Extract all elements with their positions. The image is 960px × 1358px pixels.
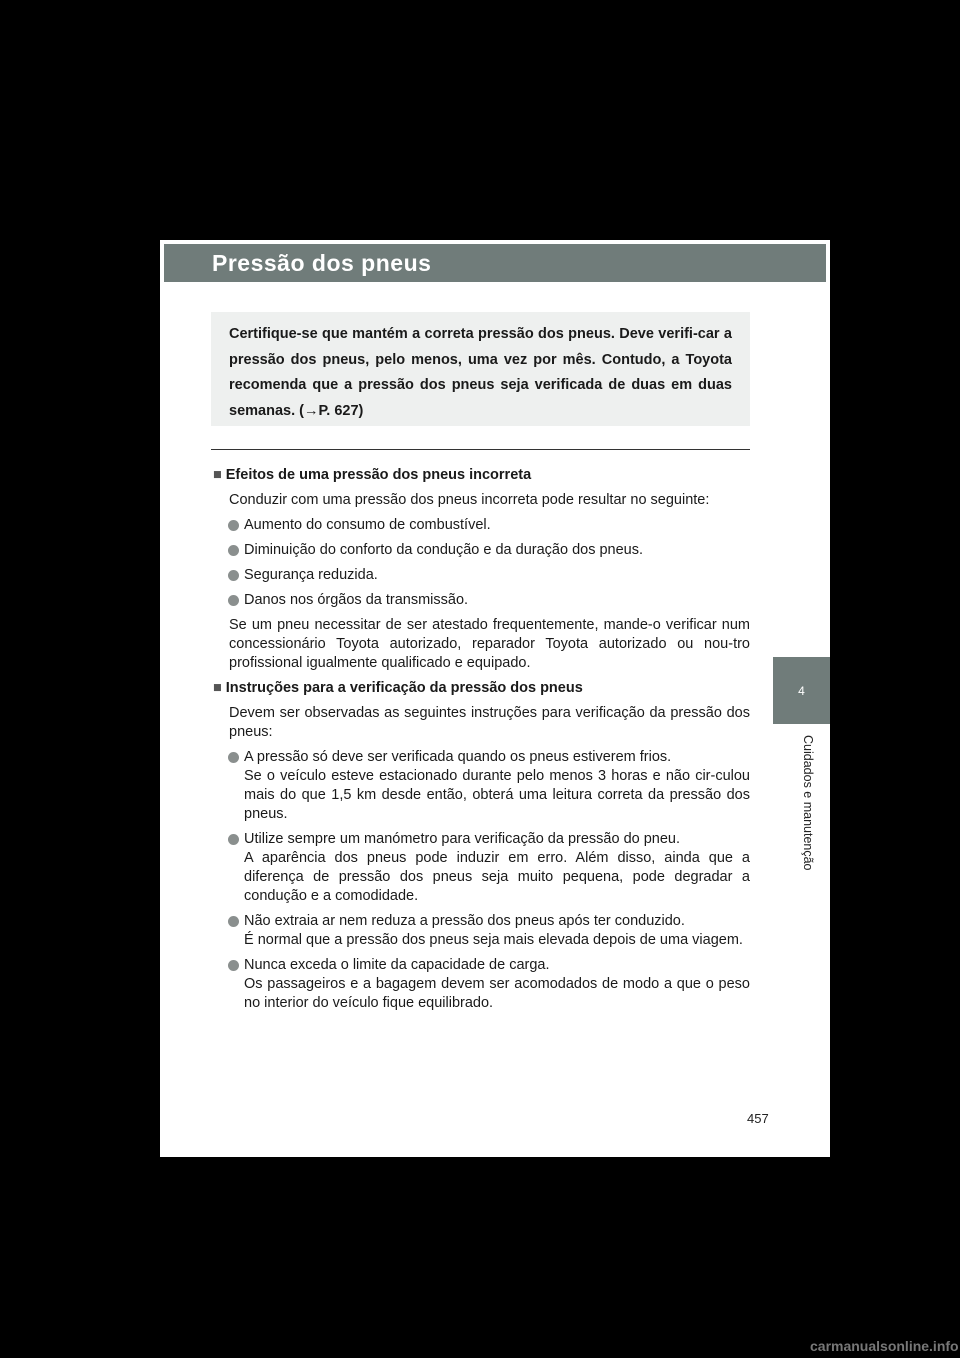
list-item: Diminuição do conforto da condução e da duração dos pneus.	[213, 541, 750, 560]
square-bullet-icon: ■	[213, 467, 222, 483]
manual-page	[160, 240, 830, 1157]
bullet-dot-icon	[228, 960, 239, 971]
bullet-dot-icon	[228, 752, 239, 763]
list-item: A pressão só deve ser verificada quando os pneus estiverem frios. Se o veículo esteve estacionado durante pelo menos 3 horas e não cir-culou mais do que 1,5 km desde então, obterá uma leitura correta da pressão dos pneus.	[213, 748, 750, 824]
list-item: Utilize sempre um manómetro para verificação da pressão do pneu. A aparência dos pneus pode induzir em erro. Além disso, ainda que a diferença de pressão dos pneus seja muito pequena, pode degradar a condução e a comodidade.	[213, 830, 750, 906]
paragraph: Se um pneu necessitar de ser atestado frequentemente, mande-o verificar num concessionário Toyota autorizado, reparador Toyota autorizado ou nou-tro profissional igualmente qualificado e equipado.	[229, 617, 750, 671]
page-title: Pressão dos pneus	[212, 250, 432, 276]
section-heading: ■ Instruções para a verificação da pressão dos pneus	[213, 680, 583, 696]
title-bar	[164, 244, 826, 282]
content	[213, 466, 750, 1019]
divider	[211, 449, 750, 450]
intro-box: Certifique-se que mantém a correta pressão dos pneus. Deve verifi-car a pressão dos pneus, pelo menos, uma vez por mês. Contudo, a Toyota recomenda que a pressão dos pneus seja verificada de duas em duas semanas. (→P. 627)	[211, 312, 750, 426]
bullet-dot-icon	[228, 520, 239, 531]
bullet-dot-icon	[228, 834, 239, 845]
bullet-dot-icon	[228, 916, 239, 927]
chapter-tab: 4	[773, 657, 830, 724]
list-item: Nunca exceda o limite da capacidade de carga. Os passageiros e a bagagem devem ser acomodados de modo a que o peso no interior do veículo fique equilibrado.	[213, 956, 750, 1013]
list-item: Aumento do consumo de combustível.	[213, 516, 750, 535]
bullet-dot-icon	[228, 545, 239, 556]
paragraph: Conduzir com uma pressão dos pneus incorreta pode resultar no seguinte:	[229, 492, 710, 508]
bullet-dot-icon	[228, 570, 239, 581]
page-number: 457	[747, 1111, 769, 1126]
list-item: Não extraia ar nem reduza a pressão dos pneus após ter conduzido. É normal que a pressão dos pneus seja mais elevada depois de uma viagem.	[213, 912, 750, 950]
section-heading: ■ Efeitos de uma pressão dos pneus incorreta	[213, 467, 532, 483]
list-item: Segurança reduzida.	[213, 566, 750, 585]
paragraph: Devem ser observadas as seguintes instruções para verificação da pressão dos pneus:	[229, 705, 750, 740]
list-item: Danos nos órgãos da transmissão.	[213, 591, 750, 610]
square-bullet-icon: ■	[213, 680, 222, 696]
watermark: carmanualsonline.info	[810, 1338, 959, 1354]
bullet-dot-icon	[228, 595, 239, 606]
chapter-label: Cuidados e manutenção	[801, 735, 815, 871]
